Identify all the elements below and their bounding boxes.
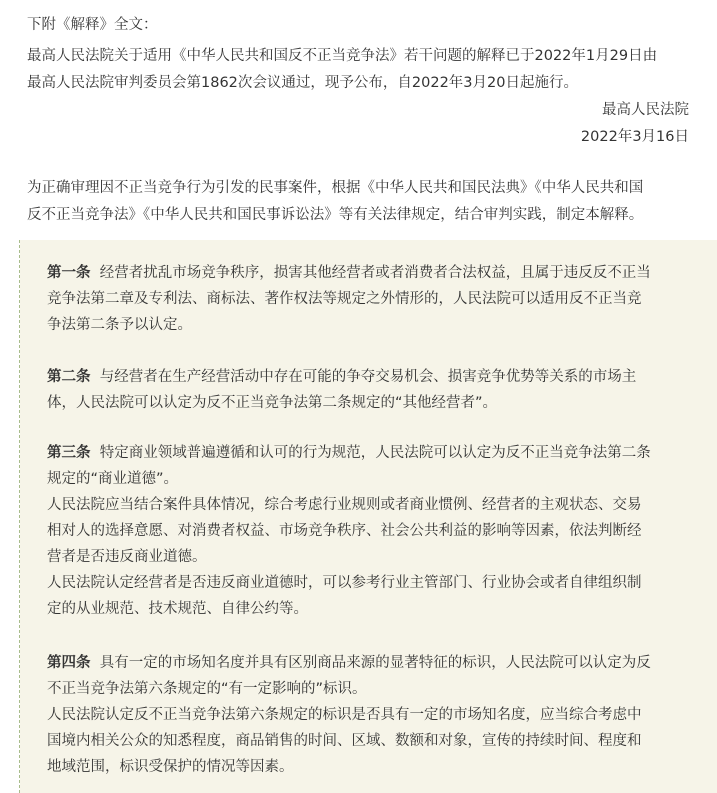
- article-1-line-1: 经营者扰乱市场竞争秩序，损害其他经营者或者消费者合法权益，且属于违反反不正当: [99, 265, 651, 281]
- article-4-line-1: 具有一定的市场知名度并具有区别商品来源的显著特征的标识，人民法院可以认定为反: [99, 655, 651, 671]
- article-4-p2-line-2: 国境内相关公众的知悉程度，商品销售的时间、区域、数额和对象，宣传的持续时间、程度和: [47, 733, 642, 749]
- article-3-line-2: 规定的“商业道德”。: [47, 471, 179, 487]
- article-3: [47, 440, 697, 622]
- announce-line-2: 最高人民法院审判委员会第1862次会议通过，现予公布，自2022年3月20日起施行。: [27, 75, 578, 91]
- article-2-line-2: 体，人民法院可以认定为反不正当竞争法第二条规定的“其他经营者”。: [47, 395, 498, 411]
- quote-border: [19, 240, 20, 793]
- article-3-p3-line-1: 人民法院认定经营者是否违反商业道德时，可以参考行业主管部门、行业协会或者自律组织制: [47, 575, 642, 591]
- article-2-label: 第二条: [47, 369, 91, 385]
- issue-date: 2022年3月16日: [580, 129, 689, 145]
- intro-line: 下附《解释》全文：: [27, 17, 158, 33]
- article-3-p2-line-3: 营者是否违反商业道德。: [47, 549, 207, 565]
- article-1-label: 第一条: [47, 265, 91, 281]
- article-1-line-3: 争法第二条予以认定。: [47, 317, 192, 333]
- article-2-line-1: 与经营者在生产经营活动中存在可能的争夺交易机会、损害竞争优势等关系的市场主: [99, 369, 637, 385]
- announce-line-1: 最高人民法院关于适用《中华人民共和国反不正当竞争法》若干问题的解释已于2022年1月29日由: [27, 48, 658, 64]
- preamble-line-1: 为正确审理因不正当竞争行为引发的民事案件，根据《中华人民共和国民法典》《中华人民共和国: [27, 180, 644, 196]
- article-3-label: 第三条: [47, 445, 91, 461]
- issuer: 最高人民法院: [602, 102, 689, 118]
- article-3-p2-line-1: 人民法院应当结合案件具体情况，综合考虑行业规则或者商业惯例、经营者的主观状态、交易: [47, 497, 642, 513]
- article-2: [47, 364, 697, 416]
- article-3-p2-line-2: 相对人的选择意愿、对消费者权益、市场竞争秩序、社会公共利益的影响等因素，依法判断经: [47, 523, 642, 539]
- article-3-p3-line-2: 定的从业规范、技术规范、自律公约等。: [47, 601, 308, 617]
- preamble-line-2: 反不正当竞争法》《中华人民共和国民事诉讼法》等有关法律规定，结合审判实践，制定本解释。: [27, 207, 644, 223]
- article-4-label: 第四条: [47, 655, 91, 671]
- article-4: [47, 650, 697, 780]
- article-3-line-1: 特定商业领域普遍遵循和认可的行为规范，人民法院可以认定为反不正当竞争法第二条: [99, 445, 651, 461]
- article-4-line-2: 不正当竞争法第六条规定的“有一定影响的”标识。: [47, 681, 367, 697]
- article-1: [47, 260, 697, 338]
- article-1-line-2: 竞争法第二章及专利法、商标法、著作权法等规定之外情形的，人民法院可以适用反不正当竞: [47, 291, 642, 307]
- article-4-p2-line-3: 地域范围，标识受保护的情况等因素。: [47, 759, 294, 775]
- article-4-p2-line-1: 人民法院认定反不正当竞争法第六条规定的标识是否具有一定的市场知名度，应当综合考虑中: [47, 707, 642, 723]
